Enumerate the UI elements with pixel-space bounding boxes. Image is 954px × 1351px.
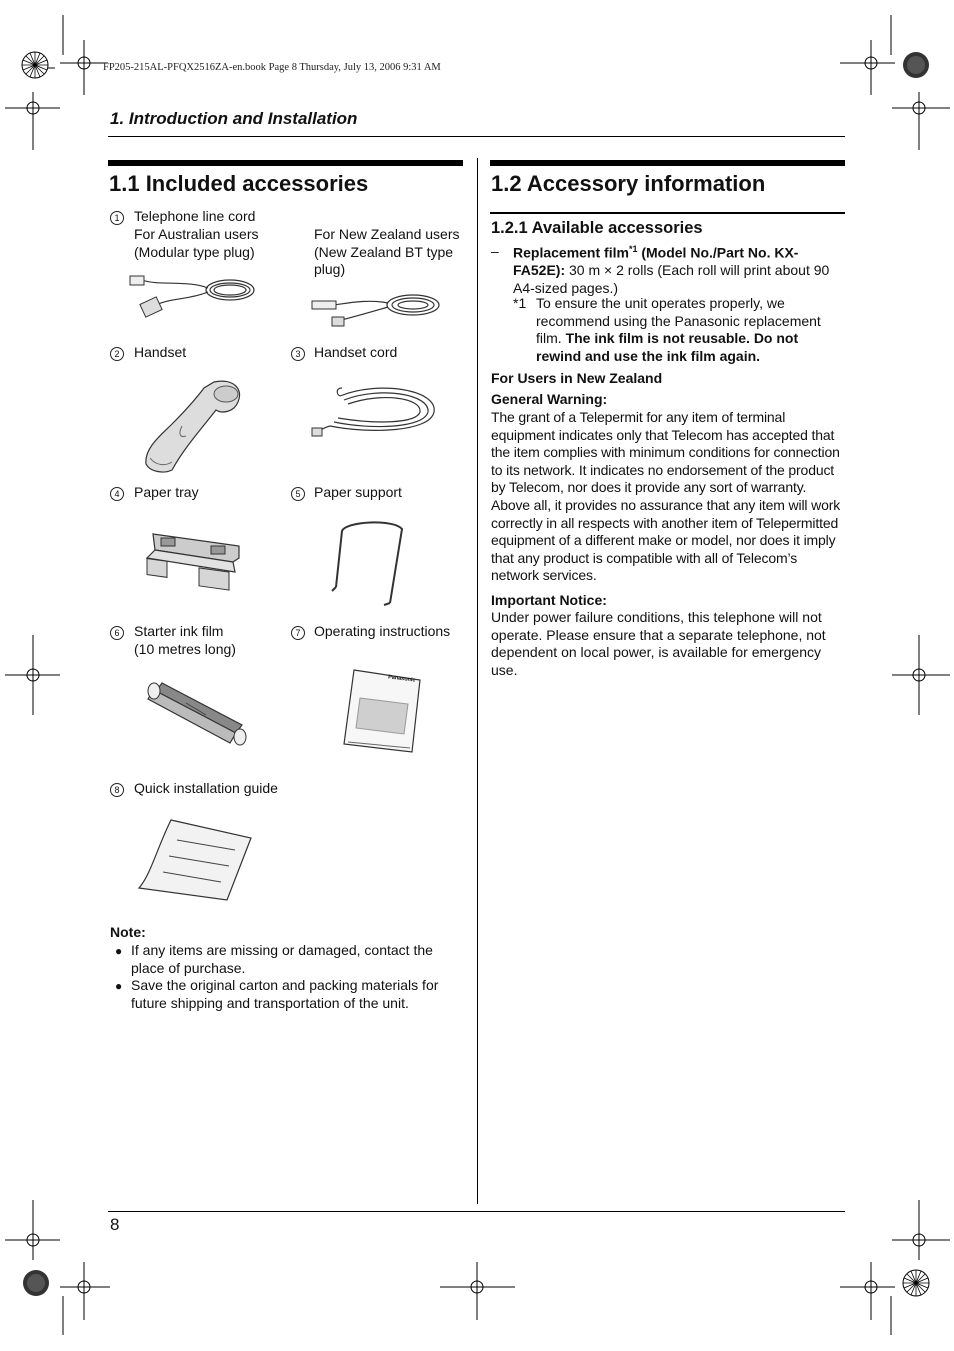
section-bar	[490, 160, 845, 166]
item-label-paper-support: Paper support	[314, 484, 402, 500]
bullet-dot: ●	[115, 944, 123, 958]
item-label-handset-cord: Handset cord	[314, 344, 398, 360]
item-label-handset: Handset	[134, 344, 187, 360]
telephone-line-cord-nz-illustration	[308, 287, 444, 331]
page-number: 8	[110, 1215, 120, 1234]
bullet-dot: ●	[115, 979, 123, 993]
item-number: 5	[291, 487, 305, 501]
item-sub-australia: For Australian users (Modular type plug)	[134, 226, 259, 260]
item-number: 2	[110, 347, 124, 361]
running-header: 1. Introduction and Installation	[110, 109, 358, 128]
replacement-film-entry	[513, 241, 843, 297]
note-bullet-missing-items: If any items are missing or damaged, contact the place of purchase.	[131, 942, 433, 976]
handset-cord-illustration	[310, 384, 440, 440]
item-number: 4	[110, 487, 124, 501]
general-warning-title: General Warning:	[491, 391, 608, 407]
subsection-title-available-accessories: 1.2.1 Available accessories	[491, 219, 703, 237]
item-number: 7	[291, 626, 305, 640]
starter-ink-film-illustration	[146, 681, 248, 747]
footnote-ref: *1	[628, 244, 638, 254]
replacement-film-name: Replacement film	[513, 244, 629, 261]
panasonic-logo: Panasonic	[387, 674, 416, 684]
item-sub-new-zealand: For New Zealand users (New Zealand BT type plug)	[314, 226, 460, 278]
item-sub-film-length: (10 metres long)	[134, 641, 236, 657]
footnote-warning: The ink film is not reusable. Do not rewind and use the ink film again.	[536, 330, 799, 364]
item-label-operating-instructions: Operating instructions	[314, 623, 451, 639]
item-label-line-cord: Telephone line cord	[134, 208, 256, 224]
header-rule	[108, 136, 845, 137]
list-dash: –	[491, 243, 499, 259]
item-number: 6	[110, 626, 124, 640]
general-warning-text: The grant of a Telepermit for any item of terminal equipment indicates only that Telecom has accepted that the item complies with minimum conditions for connection to its network. It indicates no endorsement of the product by Telecom, nor does it provide any sort of warranty. Above all, it provides no assurance that any item will work correctly in all respects with another item of Telepermitted equipment of a different make or model, nor does it imply that any product is compatible with all of Telecom’s network services.	[491, 409, 841, 584]
footnote-body: To ensure the unit operates properly, we recommend using the Panasonic replacement film.	[536, 295, 821, 347]
nz-heading: For Users in New Zealand	[491, 370, 663, 386]
subsection-bar	[490, 212, 845, 214]
item-number: 3	[291, 347, 305, 361]
note-bullet-save-carton: Save the original carton and packing materials for future shipping and transportation of the unit.	[131, 977, 439, 1011]
item-number: 8	[110, 783, 124, 797]
paper-support-illustration	[328, 517, 408, 609]
footnote-text	[536, 295, 838, 365]
note-title: Note:	[110, 924, 146, 940]
important-notice-title: Important Notice:	[491, 592, 607, 608]
section-title-accessory-information: 1.2 Accessory information	[491, 171, 766, 196]
paper-tray-illustration	[143, 532, 243, 584]
item-label-starter-ink-film: Starter ink film	[134, 623, 224, 639]
handset-illustration	[142, 378, 246, 474]
operating-instructions-booklet	[342, 668, 418, 750]
item-label-quick-installation-guide: Quick installation guide	[134, 780, 278, 796]
footnote-mark: *1	[513, 295, 527, 311]
item-number: 1	[110, 211, 124, 225]
print-info-line: FP205-215AL-PFQX2516ZA-en.book Page 8 Thursday, July 13, 2006 9:31 AM	[103, 62, 441, 73]
column-divider	[477, 158, 478, 1204]
quick-installation-guide-illustration	[137, 818, 253, 902]
replacement-film-details: 30 m × 2 rolls (Each roll will print about 90 A4-sized pages.)	[513, 262, 830, 296]
telephone-line-cord-au-illustration	[128, 268, 260, 328]
important-notice-text: Under power failure conditions, this telephone will not operate. Please ensure that a separate telephone, not dependent on local power, is available for emergency use.	[491, 609, 826, 678]
section-bar	[108, 160, 463, 166]
footer-rule	[108, 1211, 845, 1212]
section-title-included-accessories: 1.1 Included accessories	[109, 171, 369, 196]
replacement-film-model: (Model No./Part No. KX-FA52E):	[513, 244, 799, 279]
item-label-paper-tray: Paper tray	[134, 484, 199, 500]
